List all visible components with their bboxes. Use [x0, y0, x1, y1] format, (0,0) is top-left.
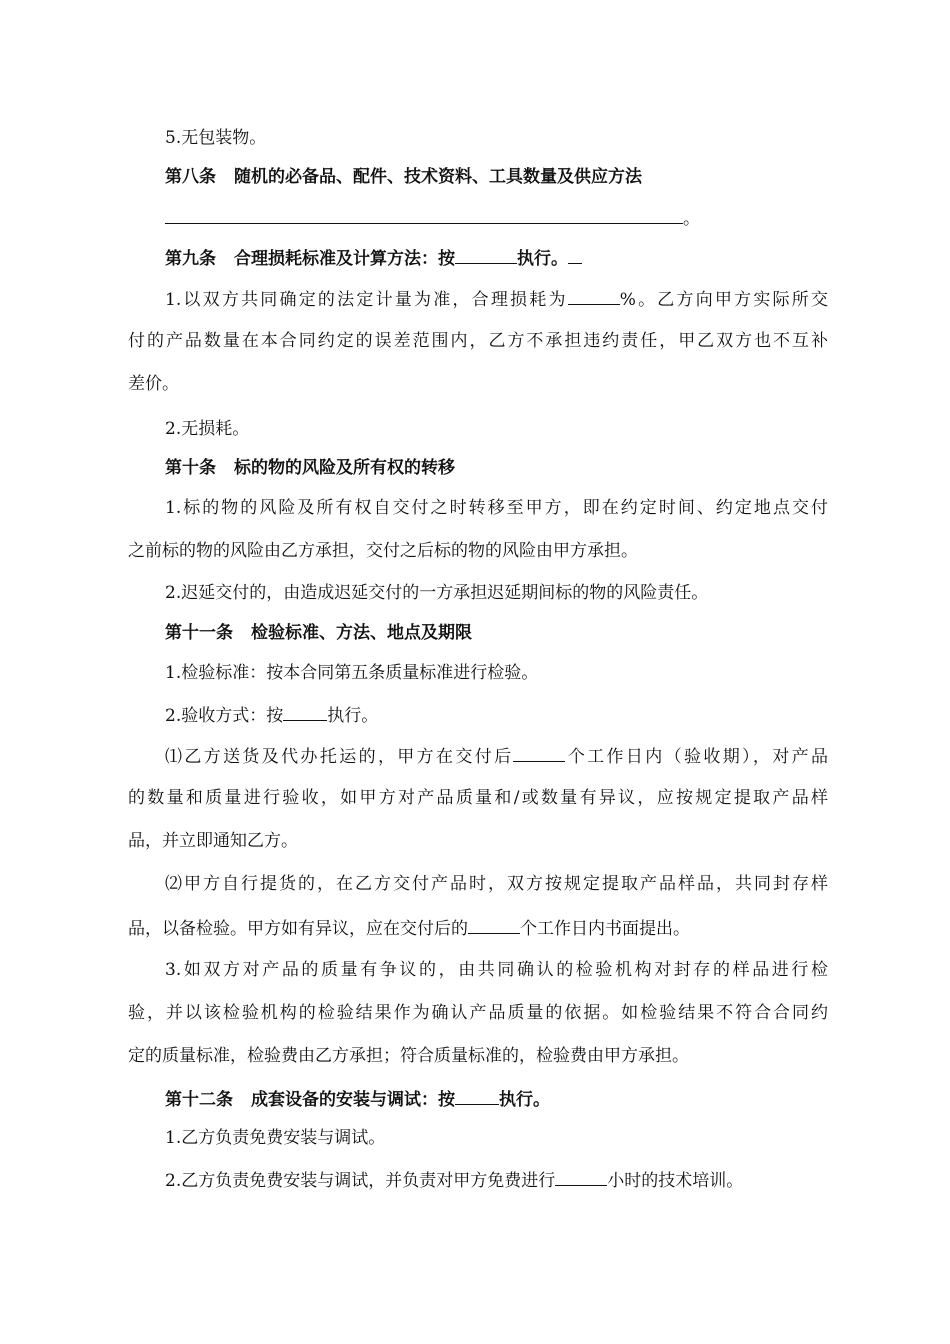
clause-9-1-line3	[128, 373, 828, 395]
paragraph-text: 差价。	[128, 374, 179, 394]
paragraph-text: 5.无包装物。	[165, 128, 267, 148]
fill-blank[interactable]	[568, 246, 582, 264]
paragraph-text: 验，并以该检验机构的检验结果作为确认产品质量的依据。如检验结果不符合合同约	[128, 1003, 828, 1023]
clause-11-3-line1	[165, 959, 828, 981]
article-title: 标的物的风险及所有权的转移	[234, 458, 455, 478]
article-number: 第十二条	[165, 1090, 233, 1110]
paragraph-text: 个工作日内书面提出。	[520, 919, 690, 939]
article-number: 第八条	[165, 167, 216, 187]
paragraph-text: 小时的技术培训。	[607, 1171, 744, 1191]
paragraph-text: 1.检验标准：按本合同第五条质量标准进行检验。	[165, 663, 539, 683]
paragraph-text: %。乙方向甲方实际所交	[619, 290, 828, 310]
clause-10-1-line2	[128, 540, 828, 562]
clause-9-1-line1	[165, 287, 828, 311]
article-8-heading	[165, 166, 865, 188]
clause-11-2	[165, 703, 865, 727]
paragraph-text: 执行。	[327, 706, 379, 726]
clause-11-2-2-line2	[128, 916, 828, 940]
paragraph-text: 品，并立即通知乙方。	[128, 831, 298, 851]
article-9-heading	[165, 246, 865, 270]
paragraph-text: 1.乙方负责免费安装与调试。	[165, 1128, 386, 1148]
clause-12-1	[165, 1127, 865, 1149]
fill-blank[interactable]	[455, 246, 517, 264]
clause-8-5	[165, 127, 865, 149]
fill-blank[interactable]	[513, 744, 565, 762]
clause-10-1-line1	[165, 497, 828, 519]
clause-11-1	[165, 662, 865, 684]
fill-blank[interactable]	[165, 206, 683, 224]
article-number: 第十条	[165, 458, 216, 478]
article-title-end: 执行。	[517, 249, 568, 269]
fill-blank[interactable]	[568, 287, 620, 305]
fill-blank[interactable]	[455, 1087, 499, 1105]
clause-11-3-line3	[128, 1045, 828, 1067]
paragraph-text: 2.验收方式：按	[165, 706, 284, 726]
clause-9-2	[165, 418, 865, 440]
fill-blank[interactable]	[468, 916, 520, 934]
paragraph-text: 1.标的物的风险及所有权自交付之时转移至甲方，即在约定时间、约定地点交付	[165, 498, 828, 518]
article-8-fill-line	[165, 206, 865, 230]
paragraph-text: 2.乙方负责免费安装与调试，并负责对甲方免费进行	[165, 1171, 556, 1191]
article-12-heading	[165, 1087, 865, 1111]
article-title-end: 执行。	[499, 1090, 550, 1110]
fill-blank[interactable]	[283, 703, 327, 721]
clause-11-2-1-line1	[165, 744, 828, 768]
paragraph-text: 定的质量标准，检验费由乙方承担；符合质量标准的，检验费由甲方承担。	[128, 1046, 689, 1066]
paragraph-text: 个工作日内（验收期），对产品	[565, 747, 828, 767]
paragraph-text: 2.迟延交付的，由造成迟延交付的一方承担迟延期间标的物的风险责任。	[165, 583, 709, 603]
paragraph-text: 1.以双方共同确定的法定计量为准，合理损耗为	[165, 290, 568, 310]
article-number: 第九条	[165, 249, 216, 269]
article-title: 检验标准、方法、地点及期限	[251, 623, 472, 643]
paragraph-text: ⑴乙方送货及代办托运的，甲方在交付后	[165, 747, 514, 767]
paragraph-text: 付的产品数量在本合同约定的误差范围内，乙方不承担违约责任，甲乙双方也不互补	[128, 331, 828, 351]
clause-11-3-line2	[128, 1002, 828, 1024]
fill-blank[interactable]	[555, 1168, 607, 1186]
clause-11-2-2-line1	[165, 873, 828, 895]
clause-10-2	[165, 582, 865, 604]
article-title: 合理损耗标准及计算方法：按	[234, 249, 455, 269]
paragraph-text: 2.无损耗。	[165, 419, 250, 439]
article-number: 第十一条	[165, 623, 233, 643]
paragraph-text: 品，以备检验。甲方如有异议，应在交付后的	[128, 919, 468, 939]
clause-11-2-1-line3	[128, 830, 828, 852]
clause-11-2-1-line2	[128, 787, 828, 809]
article-11-heading	[165, 622, 865, 644]
article-title: 随机的必备品、配件、技术资料、工具数量及供应方法	[234, 167, 642, 187]
clause-12-2	[165, 1168, 865, 1192]
paragraph-text: 3.如双方对产品的质量有争议的，由共同确认的检验机构对封存的样品进行检	[165, 960, 828, 980]
paragraph-text: 之前标的物的风险由乙方承担，交付之后标的物的风险由甲方承担。	[128, 541, 638, 561]
article-title: 成套设备的安装与调试：按	[251, 1090, 455, 1110]
paragraph-text: 的数量和质量进行验收，如甲方对产品质量和/或数量有异议，应按规定提取产品样	[128, 788, 828, 808]
clause-9-1-line2	[128, 330, 828, 352]
period: 。	[683, 209, 700, 229]
article-10-heading	[165, 457, 865, 479]
paragraph-text: ⑵甲方自行提货的，在乙方交付产品时，双方按规定提取产品样品，共同封存样	[165, 874, 828, 894]
